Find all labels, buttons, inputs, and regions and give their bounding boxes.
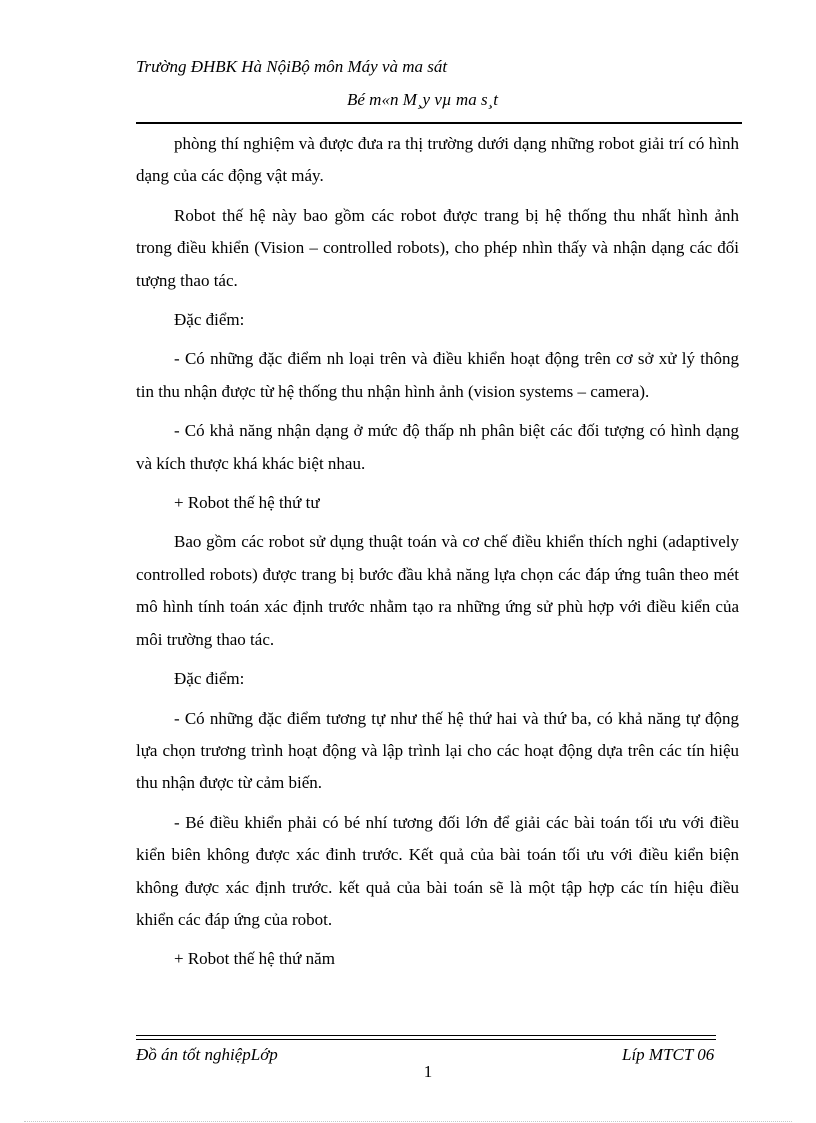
paragraph-feature-2a: - Có những đặc điểm tương tự như thế hệ thứ hai và thứ ba, có khả năng tự động lựa chọn trương trình hoạt động và lập trình lại cho các hoạt động dựa trên các tín hiệu thu nhận được từ cảm biến. xyxy=(136,708,739,793)
header-dept-legacy: Bé m«n M¸y vµ ma s¸t xyxy=(347,90,498,109)
document-body xyxy=(136,128,739,983)
paragraph-gen3-desc: Robot thế hệ này bao gồm các robot được trang bị hệ thống thu nhất hình ảnh trong điều khiển (Vision – controlled robots), cho phép nhìn thấy và nhận dạng các đối tượng thao tác. xyxy=(136,205,739,290)
footer-class-label: Líp MTCT 06 xyxy=(622,1045,715,1064)
heading-features-1: Đặc điểm: xyxy=(174,310,245,330)
header-school-dept: Trường ĐHBK Hà NộiBộ môn Máy và ma sát xyxy=(136,57,448,76)
heading-features-2: Đặc điểm: xyxy=(174,669,245,689)
footer-rule-bottom xyxy=(136,1039,716,1040)
footer-thesis-label: Đồ án tốt nghiệpLớp xyxy=(136,1045,278,1064)
paragraph-feature-2b: - Bé điều khiển phải có bé nhí tương đối lớn để giải các bài toán tối ưu với điều kiển biên không được xác đinh trước. Kết quả của bài toán tối ưu với điều kiển biện không được xác định trước. kết quả của bài toán sẽ là một tập hợp các tín hiệu điều khiển các đáp ứng của robot. xyxy=(136,812,739,929)
header-rule xyxy=(136,122,742,124)
page-number: 1 xyxy=(423,1062,433,1081)
paragraph-feature-1b: - Có khả năng nhận dạng ở mức độ thấp nh phân biệt các đối tượng có hình dạng và kích thược khá khác biệt nhau. xyxy=(136,421,739,473)
heading-gen5: + Robot thế hệ thứ năm xyxy=(174,949,335,969)
paragraph-feature-1a: - Có những đặc điểm nh loại trên và điều khiển hoạt động trên cơ sở xử lý thông tin thu nhận được từ hệ thống thu nhận hình ảnh (vision systems – camera). xyxy=(136,349,739,401)
paragraph-gen4-desc: Bao gồm các robot sử dụng thuật toán và cơ chế điều khiển thích nghi (adaptively controlled robots) được trang bị bước đầu khả năng lựa chọn các đáp ứng tuân theo mét mô hình tính toán xác định trước nhằm tạo ra những ứng sử phù hợp với điều kiển của môi trường thao tác. xyxy=(136,532,739,649)
heading-gen4: + Robot thế hệ thứ tư xyxy=(174,493,320,513)
paragraph-continuation: phòng thí nghiệm và được đưa ra thị trường dưới dạng những robot giải trí có hình dạng của các động vật máy. xyxy=(136,134,739,186)
footer-rule-top xyxy=(136,1035,716,1036)
page-edge-divider xyxy=(24,1121,792,1122)
